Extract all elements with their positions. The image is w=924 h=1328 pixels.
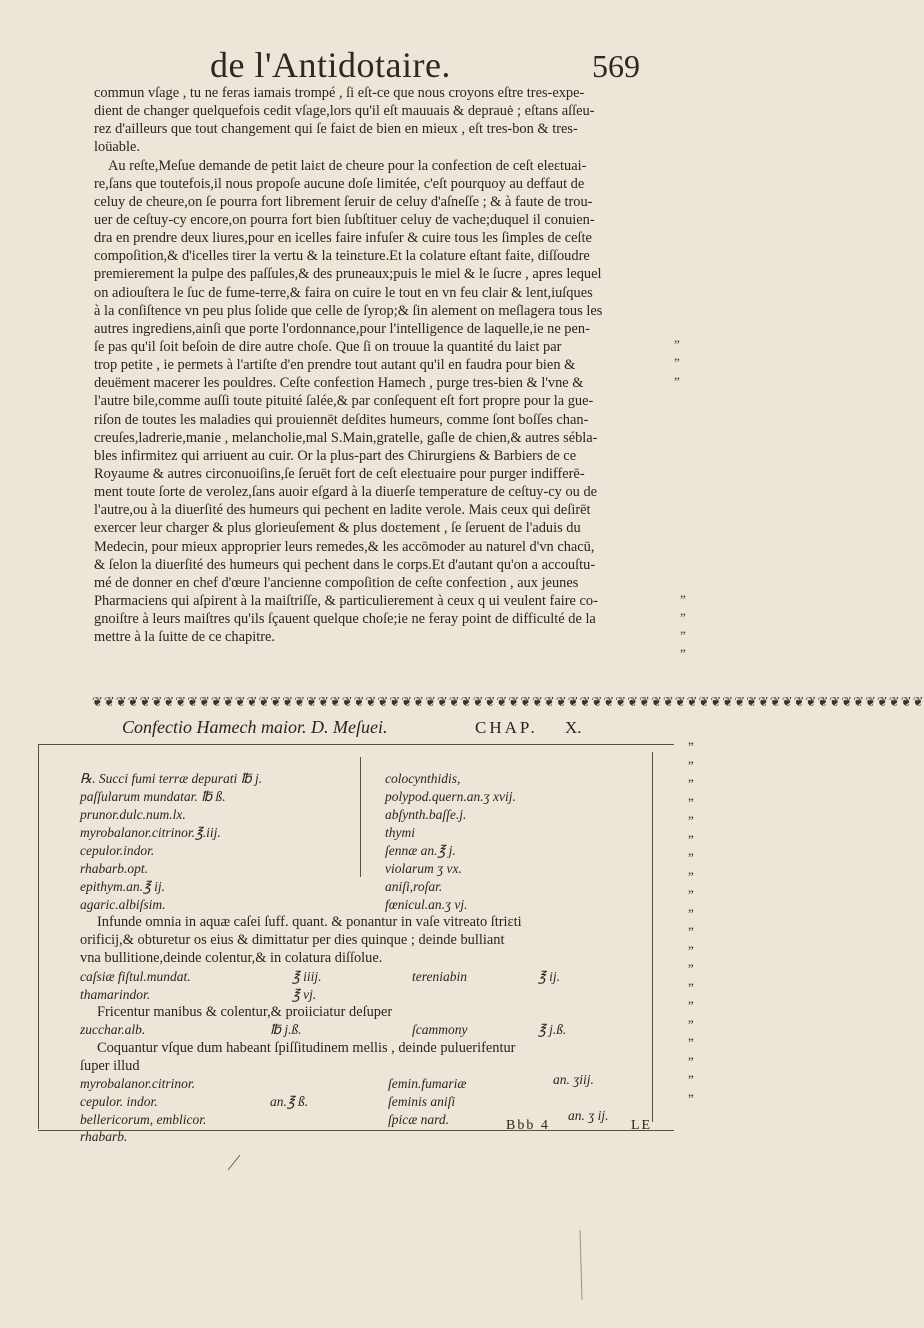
ingredient-line: paſſularum mundatar. ℔ ß.	[80, 789, 226, 804]
chapter-title: Confectio Hamech maior. D. Meſuei.	[122, 717, 388, 737]
stray-pen-mark	[228, 1155, 240, 1170]
ingredient-line: abſynth.baſſe.j.	[385, 807, 467, 822]
text-line: deuëment macerer les pouldres. Ceſte confeɛtion Hamech , purge tres-bien & l'vne &	[94, 375, 584, 392]
ingredient-line: cepulor.indor.	[80, 843, 155, 858]
paper-crease	[580, 1230, 582, 1300]
margin-quote-mark: ”	[688, 1072, 694, 1087]
ingredient-line: zucchar.alb.	[80, 1022, 146, 1037]
ingredient-line: prunor.dulc.num.lx.	[80, 807, 186, 822]
text-line: compoſition,& d'icelles tirer la vertu & la teinɛture.Et la colature eſtant faite, diſſoudre	[94, 248, 590, 265]
ingredient-amount: ℥ vj.	[292, 987, 317, 1002]
ingredient-line: violarum ʒ vx.	[385, 861, 462, 876]
text-line: gnoiſtre à leurs maiſtres qu'ils ſçauent quelque choſe;ie ne feray point de difficulté de la	[94, 611, 596, 628]
text-line: ſe pas qu'il ſoit beſoin de dire autre choſe. Que ſi on trouue la quantité du laiɛt par	[94, 338, 562, 355]
text-line: riſon de toutes les maladies qui prouiennēt deſdites humeurs, comme ſont boſſes chan-	[94, 411, 589, 428]
instruction-line: orificij,& obturetur os eius & dimittatur per dies quinque ; deinde bulliant	[80, 932, 505, 948]
ingredient-line: ſeminis aniſi	[388, 1094, 456, 1109]
text-line: on adiouſtera le ſuc de fume-terre,& faira on cuire le tout en vn feu clair & lent,iuſques	[94, 284, 593, 301]
frame-rule-middle	[360, 757, 361, 877]
ingredient-line: aniſi,roſar.	[385, 879, 443, 894]
margin-quote-mark: ”	[688, 831, 694, 847]
ingredient-line: cepulor. indor.	[80, 1094, 158, 1109]
ingredient-line: thamarindor.	[80, 987, 151, 1002]
margin-quote-mark: ”	[688, 739, 694, 754]
ingredient-line: rhabarb.opt.	[80, 861, 149, 876]
catchword: LE	[631, 1118, 653, 1133]
margin-quote-mark: ”	[688, 757, 694, 773]
text-line: l'autre bile,comme auſſi toute pituité ſalée,& par conſequent eſt fort propre pour la gue-	[94, 393, 594, 410]
ingredient-line: fœnicul.an.ʒ vj.	[385, 897, 468, 912]
margin-quote-mark: ”	[680, 592, 686, 607]
running-title: de l'Antidotaire.	[210, 45, 451, 85]
margin-quote-mark: ”	[688, 942, 694, 958]
ingredient-line: ſpicæ nard.	[388, 1112, 450, 1127]
text-line: trop petite , ie permets à l'artiſte d'en prendre tout autant qu'il en faudra pour bien &	[94, 357, 576, 374]
text-line: rez d'ailleurs que tout changement qui ſe faiɛt de bien en mieux , eſt tres-bon & tres-	[94, 121, 578, 138]
ingredient-line: ſcammony	[412, 1022, 468, 1037]
margin-quote-mark: ”	[688, 905, 694, 921]
ingredient-line: epithym.an.℥ ij.	[80, 879, 166, 894]
margin-quote-mark: ”	[674, 337, 680, 352]
ingredient-amount: ℥ iiij.	[292, 969, 322, 984]
text-line: à la conſiſtence vn peu plus ſolide que celle de ſyrop;& ſin alement on meſlagera tous les	[94, 302, 603, 319]
margin-quote-mark: ”	[688, 868, 694, 884]
ingredient-amount: an. ʒiij.	[553, 1072, 594, 1087]
margin-quote-mark: ”	[688, 1016, 694, 1032]
text-line: bles infirmitez qui arriuent au cuir. Or la plus-part des Chirurgiens & Barbiers de ce	[94, 447, 577, 464]
margin-quote-mark: ”	[674, 374, 680, 389]
signature-mark: Bbb 4	[506, 1118, 550, 1133]
text-line: uer de ceſtuy-cy encore,on pourra fort bien ſubſtituer celuy de vache;duquel il conuien-	[94, 211, 595, 228]
frame-rule-right	[652, 752, 653, 1122]
text-line: Pharmaciens qui aſpirent à la maiſtriſſe, & particulierement à ceux q ui veulent faire co-	[94, 592, 598, 609]
margin-quote-mark: ”	[680, 628, 686, 643]
margin-quote-mark: ”	[680, 610, 686, 625]
margin-quote-mark: ”	[688, 998, 694, 1013]
instruction-line: vna bullitione,deinde colentur,& in colatura diſſolue.	[80, 950, 383, 966]
instruction-line: Infunde omnia in aquæ caſei ſuff. quant. & ponantur in vaſe vitreato ſtriɛti	[97, 914, 522, 930]
margin-quote-mark: ”	[688, 794, 694, 810]
ingredient-line: ℞. Succi fumi terræ depurati ℔ j.	[80, 771, 263, 786]
margin-quote-column	[688, 738, 694, 1108]
text-line: premierement la pulpe des paſſules,& des pruneaux;puis le miel & le ſucre , apres lequel	[94, 266, 602, 283]
text-line: exercer leur charger & plus glorieuſement & plus doɛtement , ſe ſeruent de l'aduis du	[94, 520, 581, 537]
ingredient-line: agaric.albiſsim.	[80, 897, 166, 912]
text-line: creuſes,ladrerie,manie , melancholie,mal S.Main,gratelle, gaſle de chien,& autres sébla-	[94, 429, 598, 446]
text-line: celuy de cheure,on ſe pourra fort librement ſeruir de celuy d'aſneſſe ; & à faute de trou-	[94, 193, 593, 210]
margin-quote-mark: ”	[680, 646, 686, 661]
chapter-number: X.	[565, 718, 582, 737]
margin-quote-mark: ”	[688, 850, 694, 865]
ingredient-line: myrobalanor.citrinor.	[80, 1076, 196, 1091]
text-line: Medecin, pour mieux approprier leurs remedes,& les accōmoder au naturel d'vn chacū,	[94, 538, 595, 555]
margin-quote-mark: ”	[688, 1090, 694, 1106]
ingredient-line: bellericorum, emblicor.	[80, 1112, 207, 1127]
text-line: loüable.	[94, 139, 140, 156]
ingredient-line: ſennæ an.℥ j.	[385, 843, 456, 858]
margin-quote-mark: ”	[688, 924, 694, 939]
margin-quote-mark: ”	[688, 979, 694, 995]
ingredient-line: myrobalanor.citrinor.℥.iij.	[80, 825, 221, 840]
margin-quote-mark: ”	[688, 813, 694, 828]
ingredient-line: rhabarb.	[80, 1129, 128, 1144]
text-line: Royaume & autres circonuoiſins,ſe ſeruēt fort de ceſt eleɛtuaire pour purger indifferē-	[94, 465, 585, 482]
ingredient-line: thymi	[385, 825, 415, 840]
text-line: & ſelon la diuerſité des humeurs qui pechent dans le corps.Et d'autant qu'on a accouſtu-	[94, 556, 596, 573]
margin-quote-mark: ”	[674, 355, 680, 370]
margin-quote-mark: ”	[688, 887, 694, 902]
margin-quote-mark: ”	[688, 1053, 694, 1069]
text-line: Au reſte,Meſue demande de petit laiɛt de cheure pour la confeɛtion de ceſt eleɛtuai-	[108, 157, 587, 174]
text-line: dient de changer quelquefois cedit vſage,lors qu'il eſt mauuais & deprauė ; eſtans aſſeu-	[94, 103, 595, 120]
instruction-line: ſuper illud	[80, 1058, 140, 1074]
chapter-label: CHAP.	[475, 718, 538, 737]
ingredient-amount: an.℥ ß.	[270, 1094, 309, 1109]
text-line: autres ingrediens,ainſi que porte l'ordonnance,pour l'intelligence de laquelle,ie ne pen-	[94, 320, 590, 337]
text-line: mettre à la ſuitte de ce chapitre.	[94, 629, 275, 646]
text-line: mé de donner en chef d'œure l'ancienne compoſition de ceſte confeɛtion , aux jeunes	[94, 574, 579, 591]
ingredient-amount: ℔ j.ß.	[270, 1022, 302, 1037]
text-line: ment toute ſorte de verolez,ſans auoir eſgard à la diuerſe temperature de ceſtuy-cy ou de	[94, 484, 598, 501]
text-line: dra en prendre deux liures,pour en icelles faire infuſer & cuire tous les ſimples de ceſte	[94, 230, 592, 247]
text-line: l'autre,ou à la diuerſité des humeurs qui pechent en ladite verole. Mais ceux qui deſirēt	[94, 502, 591, 519]
ingredient-amount: ℥ ij.	[538, 969, 561, 984]
ornamental-border: ❦❦❦❦❦❦❦❦❦❦❦❦❦❦❦❦❦❦❦❦❦❦❦❦❦❦❦❦❦❦❦❦❦❦❦❦❦❦❦❦❦❦❦❦❦❦❦❦❦❦❦❦❦❦❦❦❦❦❦❦❦❦❦❦❦❦❦❦❦❦	[92, 694, 924, 709]
ingredient-line: polypod.quern.an.ʒ xvij.	[385, 789, 516, 804]
ingredient-line: ſemin.fumariæ	[388, 1076, 467, 1091]
main-text-block	[94, 84, 694, 646]
text-line: commun vſage , tu ne feras iamais trompé , ſi eſt-ce que nous croyons eſtre tres-expe-	[94, 85, 585, 101]
ingredient-amount: ℥ j.ß.	[538, 1022, 567, 1037]
frame-rule-left	[38, 744, 39, 1129]
text-line: re,ſans que toutefois,il nous propoſe aucune doſe limitée, c'eſt pourquoy au deffaut de	[94, 175, 585, 192]
instruction-line: Coquantur vſque dum habeant ſpiſſitudinem mellis , deinde puluerifentur	[97, 1040, 516, 1056]
margin-quote-mark: ”	[688, 1035, 694, 1050]
ingredient-line: colocynthidis,	[385, 771, 461, 786]
instruction-line: Fricentur manibus & colentur,& proiiciatur deſuper	[97, 1004, 393, 1020]
margin-quote-mark: ”	[688, 776, 694, 791]
ingredient-line: tereniabin	[412, 969, 467, 984]
page-number: 569	[592, 48, 640, 84]
ingredient-amount: an. ʒ ij.	[568, 1108, 609, 1123]
margin-quote-mark: ”	[688, 961, 694, 976]
ingredient-line: caſsiæ fiſtul.mundat.	[80, 969, 191, 984]
